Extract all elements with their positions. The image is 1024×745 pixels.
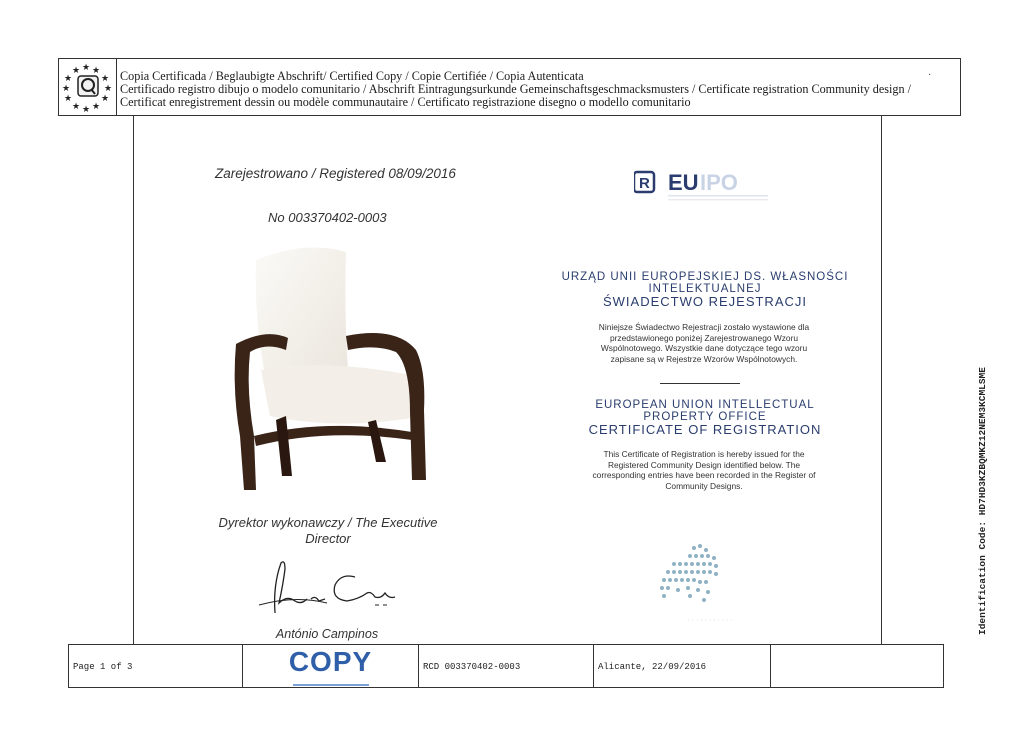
polish-body-text: Niniejsze Świadectwo Rejestracji zostało wystawione dla przedstawionego poniżej Zarejestrowanego Wzoru Wspólnotowego. Wszystkie dane dotyczące tego wzoru zapisane są w Rejestrze Wzorów Wspólnotowych. [598,322,810,364]
europe-map-icon [654,538,736,606]
svg-text:IPO: IPO [700,170,738,195]
svg-text:★: ★ [72,66,81,76]
header-line-3: Certificat enregistrement dessin ou modèle communautaire / Certificato registrazione disegno o modello comunitario [120,95,691,109]
stray-mark: · [928,70,932,81]
svg-text:★: ★ [104,84,113,94]
svg-text:★: ★ [82,105,91,115]
registration-number: No 003370402-0003 [268,210,387,225]
director-title: Dyrektor wykonawczy / The Executive Director [218,515,438,546]
polish-office-title: URZĄD UNII EUROPEJSKIEJ DS. WŁASNOŚCI INTELEKTUALNEJ [561,271,849,295]
footer-stamp-cell [243,645,419,687]
eu-stars-r-logo-icon [59,59,117,115]
svg-text:★: ★ [64,94,73,104]
page-number: Page 1 of 3 [73,662,133,672]
svg-text:★: ★ [101,94,110,104]
footer-place-cell [594,645,771,687]
polish-certificate-title: ŚWIADECTWO REJESTRACJI [602,294,807,309]
map-caption-faint: · · · · · · · · · · · [687,617,733,624]
svg-text:★: ★ [64,74,73,84]
footer-page-cell [69,645,243,687]
signature-image [255,555,405,621]
svg-text:★: ★ [62,84,71,94]
certified-copy-header [58,58,961,116]
signer-name: António Campinos [275,627,379,641]
place-and-date: Alicante, 22/09/2016 [598,662,707,672]
english-certificate-title: CERTIFICATE OF REGISTRATION [588,422,822,437]
header-line-2: Certificado registro dibujo o modelo comunitario / Abschrift Eintragungsurkunde Gemeinschaftsgeschmacksmusters / Certificate registration Community design / [120,82,911,96]
copy-stamp: COPY [288,646,373,677]
english-office-title: EUROPEAN UNION INTELLECTUAL PROPERTY OFFICE [595,399,815,423]
svg-text:R: R [639,175,650,192]
footer-reference-cell [419,645,594,687]
design-reference: RCD 003370402-0003 [423,662,521,672]
header-line-1: Copia Certificada / Beglaubigte Abschrift/ Certified Copy / Copie Certifiée / Copia Autenticata [120,69,584,83]
registration-date: Zarejestrowano / Registered 08/09/2016 [215,166,456,181]
euipo-logo [634,168,774,204]
euipo-r-mark-icon [634,172,654,192]
english-body-text: This Certificate of Registration is hereby issued for the Registered Community Design identified below. The corresponding entries have been recorded in the Register of Community Designs. [592,449,816,491]
header-text [120,70,960,109]
svg-text:EU: EU [668,170,699,195]
identification-code: Identification Code: HD7HD3KZBQMKZ12NEM3KCMLSME [977,367,988,635]
footer-table [68,644,944,688]
armchair-design-image [226,240,436,500]
svg-text:★: ★ [82,63,91,73]
svg-text:★: ★ [101,74,110,84]
header-logo-cell [59,59,117,115]
footer-faint-cell [771,645,943,687]
svg-text:★: ★ [92,102,101,112]
svg-text:★: ★ [72,102,81,112]
svg-text:★: ★ [92,66,101,76]
section-divider [660,383,740,384]
